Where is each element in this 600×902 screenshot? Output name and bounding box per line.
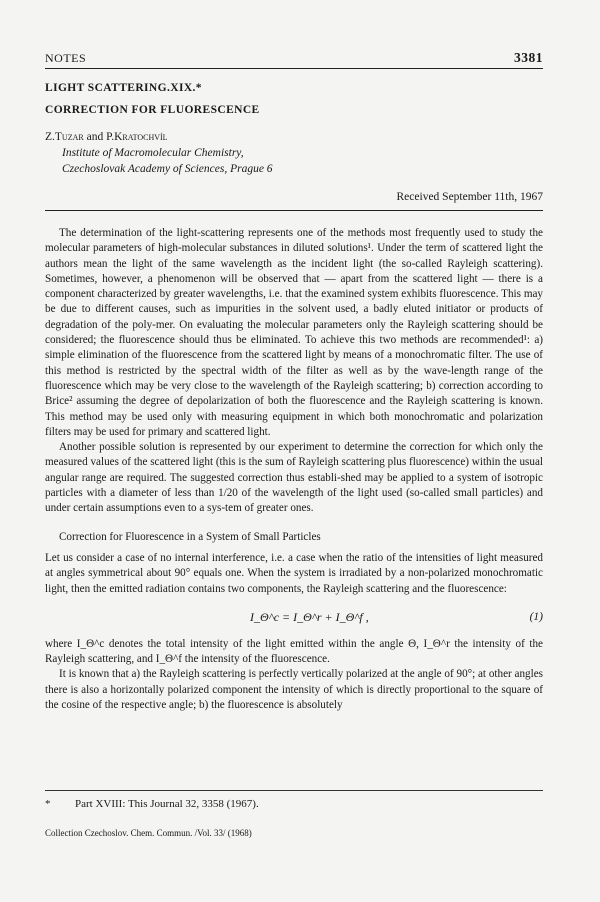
paragraph-4: where I_Θ^c denotes the total intensity of the light emitted within the angle Θ, I_Θ^r the intensity of the Rayleigh scattering, and I_Θ^f the intensity of the fluorescence. (45, 637, 543, 666)
footnote-rule (45, 790, 543, 791)
footnote-text: Part XVIII: This Journal 32, 3358 (1967). (75, 798, 259, 810)
equation-1 (45, 603, 543, 633)
article-title-line2: CORRECTION FOR FLUORESCENCE (45, 104, 260, 116)
author1-name: Tuzar (54, 131, 84, 143)
equation-formula: I_Θ^c = I_Θ^r + I_Θ^f , (250, 609, 369, 624)
author2-name: Kratochvíl (114, 131, 168, 143)
footnote-mark: * (45, 798, 51, 810)
article-title-line1: LIGHT SCATTERING.XIX.* (45, 82, 202, 94)
received-rule (45, 210, 543, 211)
running-header (45, 50, 543, 70)
author1-initial: Z. (45, 131, 55, 143)
journal-citation: Collection Czechoslov. Chem. Commun. /Vol. 33/ (1968) (45, 828, 252, 838)
paragraph-2: Another possible solution is represented by our experiment to determine the correction for which only the measured values of the scattered light (this is the sum of Rayleigh scattering plus fluorescence) within the usual angular range are required. The suggested correction thus establi-shed may be applied to a system of isotropic particles with a diameter of less than 1/20 of the wavelength of the light used (so-called small particles) and under certain assumptions even to a sys-tem of greater ones. (45, 441, 543, 515)
authors (45, 131, 168, 143)
equation-number: (1) (529, 610, 543, 623)
author2-initial: P. (106, 131, 115, 143)
subsection-heading: Correction for Fluorescence in a System of Small Particles (59, 530, 321, 543)
section-label: NOTES (45, 51, 87, 65)
paragraph-3: Let us consider a case of no internal interference, i.e. a case when the ratio of the intensities of light measured at angles symmetrical about 90° equals one. When the system is irradiated by a non-polarized monochromatic light, then the emitted radiation contains two components, the Rayleigh scattering and the fluorescence: (45, 551, 543, 595)
footnote (45, 798, 259, 810)
page-number: 3381 (514, 50, 543, 65)
header-rule (45, 68, 543, 69)
affiliation-line2: Czechoslovak Academy of Sciences, Prague 6 (62, 163, 273, 175)
affiliation-line1: Institute of Macromolecular Chemistry, (62, 147, 244, 159)
paragraph-5: It is known that a) the Rayleigh scattering is perfectly vertically polarized at the angle of 90°; at other angles there is also a horizontally polarized component the intensity of which is directly proportional to the square of the cosine of the respective angle; b) the fluorescence is absolutely (45, 668, 543, 712)
paragraph-1: The determination of the light-scattering represents one of the methods most frequently used to study the molecular parameters of high-molecular substances in diluted solutions¹. Under the term of scattered light the authors mean the light of the same wavelength as the incident light (the so-called Rayleigh scattering). Sometimes, however, a phenomenon will be observed that — apart from the scattered light — there is a component characterized by greater wavelengths, i.e. that the examined system exhibits fluorescence. This may be due to different causes, such as impurities in the solvent used, a badly eluted initiator or products of degradation of the poly-mer. On evaluating the molecular parameters only the Rayleigh scattering should be considered; the fluorescence should thus be eliminated. To achieve this two methods are recommended¹: a) simple elimination of the fluorescence from the scattered light by means of a monochromatic filter. The use of this method is restricted by the spectral width of the filter as well as by the wave-length range of the fluorescence which may be very close to the wavelength of the Rayleigh scattering; b) correction according to Brice² assuming the degree of depolarization of both the fluorescence and the Rayleigh scattering is known. This method may be used only with measuring equipment in which both monochromatic and polarization filters may be used for primary and scattered light. (45, 227, 543, 438)
received-date: Received September 11th, 1967 (396, 191, 543, 203)
authors-and: and (83, 131, 107, 143)
article-body (45, 226, 543, 713)
